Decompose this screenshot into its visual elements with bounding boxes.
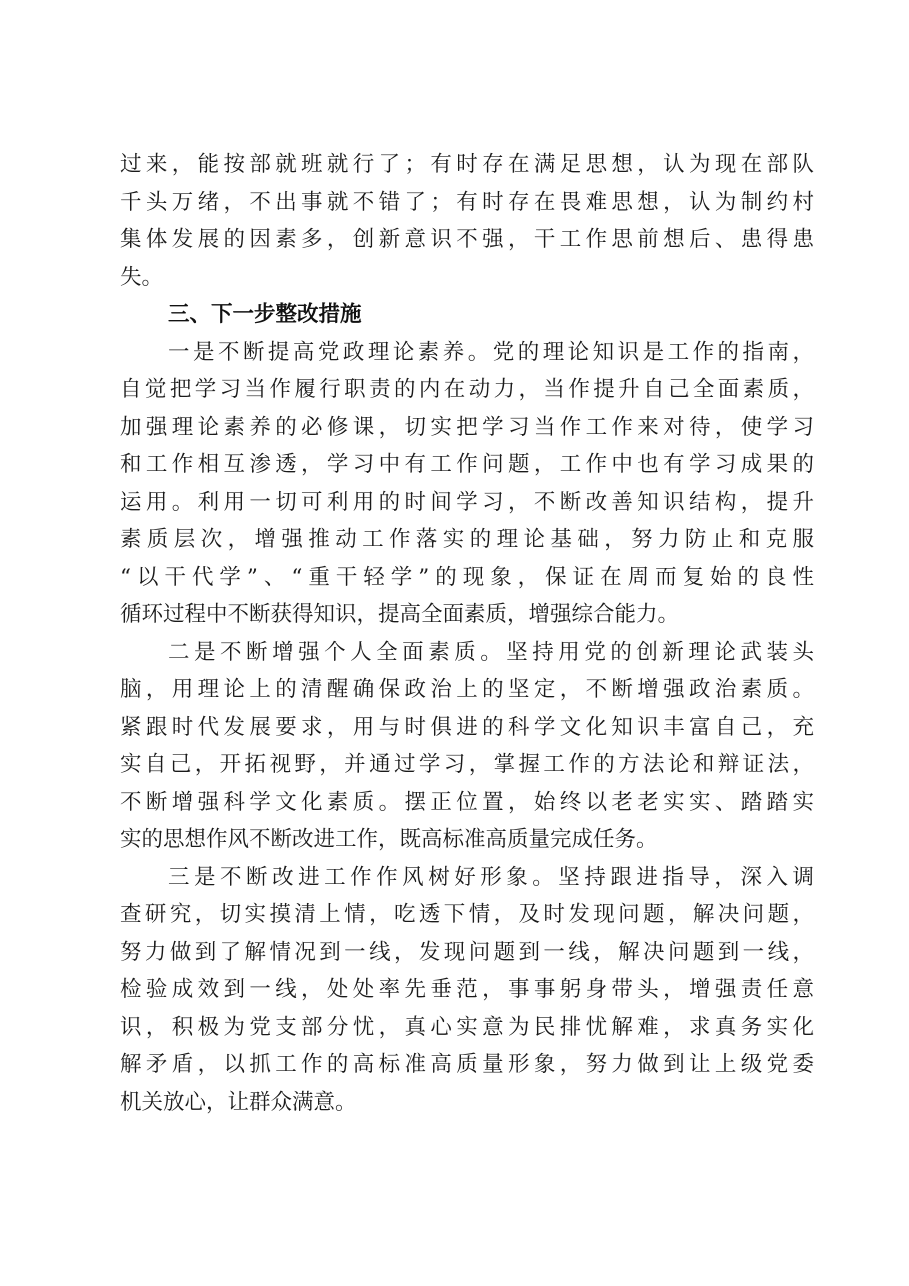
text-line: 千头万绪，不出事就不错了；有时存在畏难思想，认为制约村 [120, 189, 814, 215]
text-line: 查研究，切实摸清上情，吃透下情，及时发现问题，解决问题， [120, 902, 814, 927]
text-line: 识，积极为党支部分忧，真心实意为民排忧解难，求真务实化 [120, 1014, 814, 1040]
text-line: 检验成效到一线，处处率先垂范，事事躬身带头，增强责任意 [120, 977, 814, 1002]
text-line: 加强理论素养的必修课，切实把学习当作工作来对待，使学习 [120, 414, 814, 440]
text-line: 三是不断改进工作作风树好形象。坚持跟进指导，深入调 [168, 864, 814, 890]
paragraph-1 [120, 334, 814, 634]
text-line: 循环过程中不断获得知识，提高全面素质，增强综合能力。 [120, 602, 680, 627]
paragraph-2 [120, 634, 814, 859]
text-line: 紧跟时代发展要求，用与时俱进的科学文化知识丰富自己，充 [120, 714, 814, 740]
text-line: “以干代学”、“重干轻学”的现象，保证在周而复始的良性 [120, 564, 814, 590]
text-line: 不断增强科学文化素质。摆正位置，始终以老老实实、踏踏实 [120, 789, 814, 815]
text-line: 脑，用理论上的清醒确保政治上的坚定，不断增强政治素质。 [120, 677, 814, 702]
text-line: 二是不断增强个人全面素质。坚持用党的创新理论武装头 [168, 639, 814, 665]
text-line: 努力做到了解情况到一线，发现问题到一线，解决问题到一线， [120, 939, 814, 965]
text-line: 实的思想作风不断改进工作，既高标准高质量完成任务。 [120, 827, 658, 852]
text-line: 实自己，开拓视野，并通过学习，掌握工作的方法论和辩证法， [120, 752, 814, 777]
document-body [120, 146, 814, 1121]
intro-paragraph [120, 146, 814, 296]
text-line: 集体发展的因素多，创新意识不强，干工作思前想后、患得患 [120, 227, 814, 252]
text-line: 过来，能按部就班就行了；有时存在满足思想，认为现在部队 [120, 152, 814, 177]
section-heading: 三、下一步整改措施 [168, 302, 362, 327]
text-line: 和工作相互渗透，学习中有工作问题，工作中也有学习成果的 [120, 452, 814, 477]
text-line: 一是不断提高党政理论素养。党的理论知识是工作的指南， [168, 339, 814, 365]
text-line: 机关放心，让群众满意。 [120, 1089, 357, 1115]
text-line: 自觉把学习当作履行职责的内在动力，当作提升自己全面素质， [120, 377, 814, 402]
text-line: 素质层次，增强推动工作落实的理论基础，努力防止和克服 [120, 527, 814, 552]
text-line: 运用。利用一切可利用的时间学习，不断改善知识结构，提升 [120, 489, 814, 515]
text-line: 解矛盾，以抓工作的高标准高质量形象，努力做到让上级党委 [120, 1052, 814, 1077]
paragraph-3 [120, 859, 814, 1122]
text-line: 失。 [120, 264, 164, 290]
